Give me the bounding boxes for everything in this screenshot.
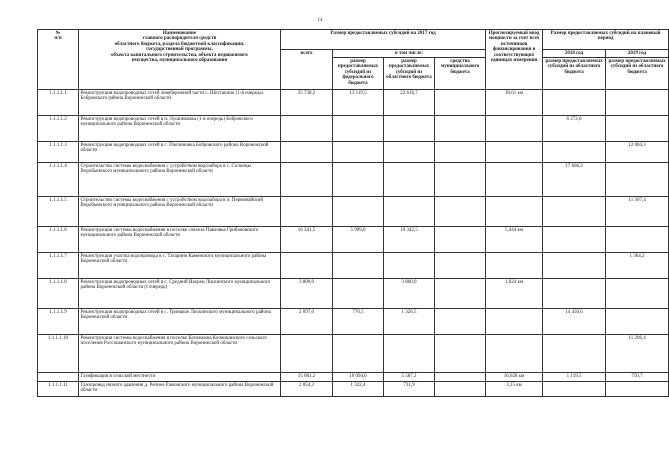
cell-2019: 1 364,2 <box>606 253 669 279</box>
cell-2018 <box>543 335 606 373</box>
header-size-2017: Размер предоставляемых субсидий на 2017 год <box>281 30 486 50</box>
cell-regional <box>384 116 435 142</box>
cell-name: Реконструкция водопроводных сетей в с. Пчелиновка Бобровского района Воронежской области <box>79 142 281 163</box>
cell-name: Строительство системы водоснабжения с устройством водозабора в п. Первомайский Воробьевского муниципального района Воронежской области <box>79 197 281 227</box>
cell-2018 <box>543 197 606 227</box>
cell-num: 1.1.1.1.9 <box>38 309 79 335</box>
cell-capacity <box>486 253 543 279</box>
cell-municipal <box>435 335 486 373</box>
cell-num <box>38 373 79 382</box>
cell-2019: 11 206,4 <box>606 335 669 373</box>
cell-name: Реконструкция системы водоснабжения в поселке Копенкина Копенкинского сельского поселения Россошанского муниципального района Воронежской области <box>79 335 281 373</box>
cell-municipal <box>435 227 486 253</box>
cell-federal <box>333 142 384 163</box>
page-number: 14 <box>317 18 323 23</box>
cell-2018 <box>543 279 606 309</box>
table-body <box>38 90 669 397</box>
cell-num: 1.1.1.1.4 <box>38 163 79 197</box>
cell-name: Газопровод низкого давления д. Репное Рамонского муниципального района Воронежской области <box>79 382 281 397</box>
cell-2019 <box>606 382 669 397</box>
cell-municipal <box>435 373 486 382</box>
header-municipal: средства муниципального бюджета <box>435 58 486 90</box>
cell-capacity: 30,61 км <box>486 90 543 116</box>
cell-name: Строительство системы водоснабжения с устройством водозабора в с. Солонцы Воробьевского муниципального района Воронежской области <box>79 163 281 197</box>
cell-capacity <box>486 309 543 335</box>
cell-regional <box>384 142 435 163</box>
cell-total <box>281 335 333 373</box>
cell-total <box>281 163 333 197</box>
cell-municipal <box>435 197 486 227</box>
cell-capacity <box>486 197 543 227</box>
table-row <box>38 90 669 116</box>
cell-2018: 1 119,5 <box>543 373 606 382</box>
cell-name: Реконструкция водопроводных сетей в с. Троицкое Лискинского муниципального района Воронежской области <box>79 309 281 335</box>
header-2019: 2019 год <box>606 50 669 58</box>
cell-name: Реконструкция водопроводных сетей в с. Средний Икорец Лискинского муниципального района Воронежской области (I очередь) <box>79 279 281 309</box>
table-row <box>38 309 669 335</box>
header-name: Наименование главного распорядителя средств областного бюджета, раздела бюджетной классификации, государственной программы, объекта капитального строительства, объекта недвижимого имущества, муниципального образования <box>79 30 281 90</box>
cell-capacity: 1,024 км <box>486 279 543 309</box>
cell-municipal <box>435 142 486 163</box>
cell-total: 16 341,5 <box>281 227 333 253</box>
cell-federal: 1 322,4 <box>333 382 384 397</box>
cell-total: 2 054,3 <box>281 382 333 397</box>
cell-name: Реконструкция системы водоснабжения в поселке совхоза Павловка Грибановского муниципального района Воронежской области <box>79 227 281 253</box>
cell-2019: 11 307,4 <box>606 197 669 227</box>
cell-2018: 6 272,6 <box>543 116 606 142</box>
cell-municipal <box>435 309 486 335</box>
header-capacity: Прогнозируемый ввод мощности за счет всех источников финансирования в соответствующих единицах измерения <box>486 30 543 90</box>
cell-total: 3 800,0 <box>281 279 333 309</box>
table-row <box>38 163 669 197</box>
cell-2018 <box>543 142 606 163</box>
cell-num: 1.1.1.1.6 <box>38 227 79 253</box>
cell-regional <box>384 335 435 373</box>
header-2018: 2018 год <box>543 50 606 58</box>
cell-regional: 10 342,5 <box>384 227 435 253</box>
table-row <box>38 335 669 373</box>
table-row <box>38 253 669 279</box>
cell-regional: 5 587,2 <box>384 373 435 382</box>
subsidy-table <box>37 29 669 397</box>
header-planned: Размер предоставляемых субсидий на плановый период <box>543 30 669 50</box>
cell-capacity <box>486 335 543 373</box>
cell-total <box>281 116 333 142</box>
cell-2018: 17 666,3 <box>543 163 606 197</box>
cell-name: Реконструкция водопроводных сетей левобережной части с. Шестакино (1-я очередь) Бобровского района Воронежской области <box>79 90 281 116</box>
cell-federal <box>333 163 384 197</box>
cell-total <box>281 142 333 163</box>
cell-name: Газификация в сельской местности <box>79 373 281 382</box>
cell-name: Реконструкция участка водопровода в с. Татарино Каменского муниципального района Воронежской области <box>79 253 281 279</box>
cell-2019: 12 004,3 <box>606 142 669 163</box>
cell-regional <box>384 163 435 197</box>
cell-capacity <box>486 142 543 163</box>
cell-regional: 22 618,7 <box>384 90 435 116</box>
table-row <box>38 116 669 142</box>
cell-regional: 1 326,5 <box>384 309 435 335</box>
cell-capacity: 16,628 км <box>486 373 543 382</box>
cell-2018 <box>543 90 606 116</box>
cell-2019 <box>606 227 669 253</box>
cell-federal: 10 094,0 <box>333 373 384 382</box>
cell-federal: 5 999,0 <box>333 227 384 253</box>
header-federal: размер предоставляемых субсидий из федерального бюджета <box>333 58 384 90</box>
table-row <box>38 227 669 253</box>
cell-regional <box>384 197 435 227</box>
cell-municipal <box>435 163 486 197</box>
cell-2019 <box>606 279 669 309</box>
cell-num: 1.1.1.1.8 <box>38 279 79 309</box>
header-regional-2019: размер предоставляемых субсидий из областного бюджета <box>606 58 669 90</box>
cell-2018: 14 450,6 <box>543 309 606 335</box>
table-row <box>38 382 669 397</box>
header-regional-2018: размер предоставляемых субсидий из областного бюджета <box>543 58 606 90</box>
cell-num: 1.1.1.1.11 <box>38 382 79 397</box>
header-incl: в том числе: <box>333 50 486 58</box>
cell-capacity <box>486 116 543 142</box>
cell-total <box>281 197 333 227</box>
cell-federal <box>333 279 384 309</box>
cell-regional <box>384 253 435 279</box>
cell-num: 1.1.1.1.5 <box>38 197 79 227</box>
cell-2019 <box>606 90 669 116</box>
table-row <box>38 197 669 227</box>
cell-num: 1.1.1.1.10 <box>38 335 79 373</box>
cell-federal <box>333 197 384 227</box>
cell-regional: 731,9 <box>384 382 435 397</box>
cell-federal: 13 119,5 <box>333 90 384 116</box>
cell-num: 1.1.1.1.2 <box>38 116 79 142</box>
cell-2018 <box>543 253 606 279</box>
cell-num: 1.1.1.1.3 <box>38 142 79 163</box>
cell-capacity <box>486 163 543 197</box>
cell-total <box>281 253 333 279</box>
cell-name: Реконструкция водопроводных сетей в п. Лушниковка (1-я очередь) Бобровского муниципального района Воронежской области <box>79 116 281 142</box>
header-num: № п/п <box>38 30 79 90</box>
cell-2018 <box>543 227 606 253</box>
table-row <box>38 142 669 163</box>
cell-federal <box>333 335 384 373</box>
cell-2019 <box>606 309 669 335</box>
cell-total: 35 738,2 <box>281 90 333 116</box>
cell-federal: 770,5 <box>333 309 384 335</box>
cell-2019: 750,7 <box>606 373 669 382</box>
cell-capacity: 5,444 км <box>486 227 543 253</box>
cell-num: 1.1.1.1.1 <box>38 90 79 116</box>
header-regional: размер предоставляемых субсидий из областного бюджета <box>384 58 435 90</box>
cell-municipal <box>435 116 486 142</box>
header-total: всего <box>281 50 333 90</box>
cell-municipal <box>435 253 486 279</box>
cell-municipal <box>435 279 486 309</box>
cell-municipal <box>435 90 486 116</box>
table-row <box>38 373 669 382</box>
table-row <box>38 279 669 309</box>
cell-total: 2 097,0 <box>281 309 333 335</box>
cell-municipal <box>435 382 486 397</box>
cell-regional: 3 800,0 <box>384 279 435 309</box>
cell-federal <box>333 253 384 279</box>
cell-total: 15 681,2 <box>281 373 333 382</box>
cell-num: 1.1.1.1.7 <box>38 253 79 279</box>
cell-2019 <box>606 163 669 197</box>
cell-federal <box>333 116 384 142</box>
cell-2018 <box>543 382 606 397</box>
cell-2019 <box>606 116 669 142</box>
cell-capacity: 3,15 км <box>486 382 543 397</box>
